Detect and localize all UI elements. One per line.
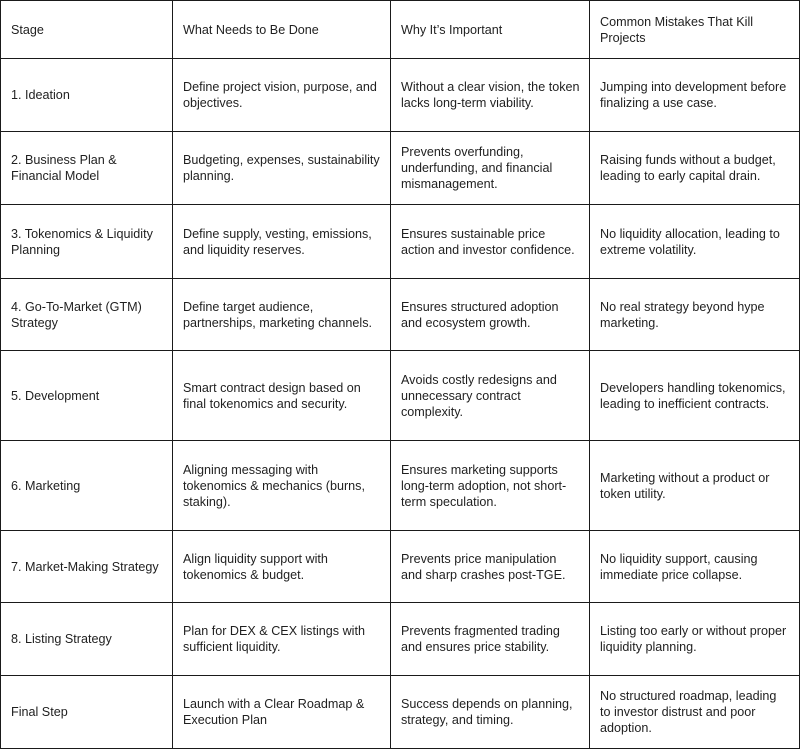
stage-cell: 2. Business Plan & Financial Model [1,132,173,205]
why-cell: Prevents overfunding, underfunding, and financial mismanagement. [391,132,590,205]
mistakes-cell: Developers handling tokenomics, leading to inefficient contracts. [590,351,800,441]
why-cell: Without a clear vision, the token lacks long-term viability. [391,59,590,132]
mistakes-cell: Marketing without a product or token utility. [590,441,800,531]
table-row [1,676,800,749]
mistakes-cell: No structured roadmap, leading to investor distrust and poor adoption. [590,676,800,749]
header-mistakes: Common Mistakes That Kill Projects [590,1,800,59]
stage-cell: 1. Ideation [1,59,173,132]
stage-cell: 7. Market-Making Strategy [1,531,173,603]
mistakes-cell: Raising funds without a budget, leading to early capital drain. [590,132,800,205]
stage-cell: 6. Marketing [1,441,173,531]
why-cell: Ensures marketing supports long-term adoption, not short-term speculation. [391,441,590,531]
why-cell: Avoids costly redesigns and unnecessary contract complexity. [391,351,590,441]
table-row [1,279,800,351]
mistakes-cell: Jumping into development before finalizing a use case. [590,59,800,132]
what-cell: Plan for DEX & CEX listings with sufficient liquidity. [173,603,391,676]
table-row [1,531,800,603]
mistakes-cell: No liquidity support, causing immediate price collapse. [590,531,800,603]
table-row [1,132,800,205]
why-cell: Success depends on planning, strategy, and timing. [391,676,590,749]
table-row [1,441,800,531]
stage-cell: 4. Go-To-Market (GTM) Strategy [1,279,173,351]
stage-cell: 8. Listing Strategy [1,603,173,676]
table-row [1,59,800,132]
what-cell: Define supply, vesting, emissions, and liquidity reserves. [173,205,391,279]
what-cell: Smart contract design based on final tokenomics and security. [173,351,391,441]
what-cell: Launch with a Clear Roadmap & Execution Plan [173,676,391,749]
header-why: Why It’s Important [391,1,590,59]
mistakes-cell: No real strategy beyond hype marketing. [590,279,800,351]
what-cell: Budgeting, expenses, sustainability planning. [173,132,391,205]
what-cell: Aligning messaging with tokenomics & mechanics (burns, staking). [173,441,391,531]
why-cell: Prevents price manipulation and sharp crashes post-TGE. [391,531,590,603]
table-row [1,205,800,279]
mistakes-cell: No liquidity allocation, leading to extreme volatility. [590,205,800,279]
table-row [1,351,800,441]
stage-cell: 3. Tokenomics & Liquidity Planning [1,205,173,279]
what-cell: Define project vision, purpose, and objectives. [173,59,391,132]
mistakes-cell: Listing too early or without proper liquidity planning. [590,603,800,676]
what-cell: Align liquidity support with tokenomics & budget. [173,531,391,603]
stage-cell: 5. Development [1,351,173,441]
header-what: What Needs to Be Done [173,1,391,59]
why-cell: Ensures structured adoption and ecosystem growth. [391,279,590,351]
header-stage: Stage [1,1,173,59]
stage-cell: Final Step [1,676,173,749]
table-row [1,603,800,676]
why-cell: Ensures sustainable price action and investor confidence. [391,205,590,279]
what-cell: Define target audience, partnerships, marketing channels. [173,279,391,351]
header-row [1,1,800,59]
why-cell: Prevents fragmented trading and ensures price stability. [391,603,590,676]
